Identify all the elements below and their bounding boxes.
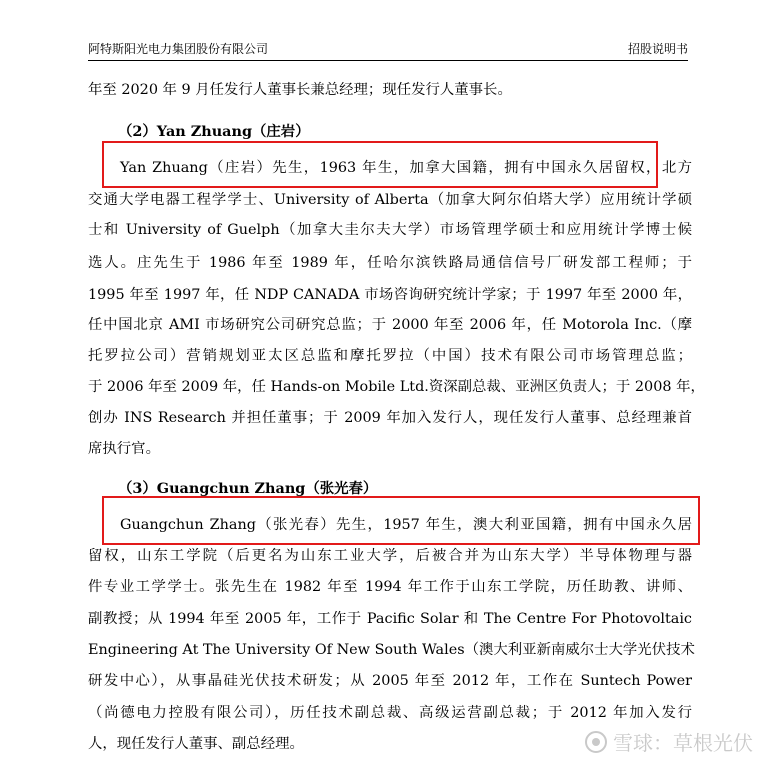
paragraph-line: 副教授；从 1994 年至 2005 年，工作于 Pacific Solar 和 The Centre For Photovoltaic [88, 611, 692, 627]
paragraph-line: 交通大学电器工程学学士、University of Alberta（加拿大阿尔伯塔大学）应用统计学硕 [88, 192, 692, 208]
snowball-logo-icon [585, 731, 607, 753]
paragraph-line: 于 2006 年至 2009 年，任 Hands-on Mobile Ltd.资深副总裁、亚洲区负责人；于 2008 年， [88, 379, 705, 395]
paragraph-line: 留权，山东工学院（后更名为山东工业大学，后被合并为山东大学）半导体物理与器 [88, 548, 692, 564]
company-name: 阿特斯阳光电力集团股份有限公司 [88, 42, 269, 56]
paragraph-line: Yan Zhuang（庄岩）先生，1963 年生，加拿大国籍，拥有中国永久居留权，北方 [120, 160, 692, 176]
page-header [88, 38, 688, 61]
intro-line: 年至 2020 年 9 月任发行人董事长兼总经理；现任发行人董事长。 [88, 82, 512, 98]
section-heading-guangchun-zhang: （3）Guangchun Zhang（张光春） [118, 480, 378, 497]
paragraph-line: 席执行官。 [88, 441, 160, 457]
paragraph-line: 选人。庄先生于 1986 年至 1989 年，任哈尔滨铁路局通信信号厂研发部工程师；于 [88, 255, 692, 271]
highlight-box-guangchun-zhang [102, 496, 700, 545]
paragraph-line: 创办 INS Research 并担任董事；于 2009 年加入发行人，现任发行人董事、总经理兼首 [88, 410, 692, 426]
watermark [585, 727, 753, 756]
paragraph-line: Engineering At The University Of New South Wales（澳大利亚新南威尔士大学光伏技术 [88, 642, 695, 658]
paragraph-line: 士和 University of Guelph（加拿大圭尔夫大学）市场管理学硕士和应用统计学博士候 [88, 222, 692, 238]
paragraph-line: 人，现任发行人董事、副总经理。 [88, 736, 304, 752]
paragraph-line: 任中国北京 AMI 市场研究公司研究总监；于 2000 年至 2006 年，任 Motorola Inc.（摩 [88, 317, 692, 333]
paragraph-line: Guangchun Zhang（张光春）先生，1957 年生，澳大利亚国籍，拥有中国永久居 [120, 517, 692, 533]
document-type: 招股说明书 [627, 42, 688, 56]
paragraph-line: 件专业工学学士。张先生在 1982 年至 1994 年工作于山东工学院，历任助教、讲师、 [88, 579, 692, 595]
paragraph-line: 托罗拉公司）营销规划亚太区总监和摩托罗拉（中国）技术有限公司市场管理总监； [88, 348, 692, 364]
paragraph-line: （尚德电力控股有限公司），历任技术副总裁、高级运营副总裁；于 2012 年加入发行 [88, 705, 692, 721]
paragraph-line: 研发中心），从事晶硅光伏技术研发；从 2005 年至 2012 年，工作在 Suntech Power [88, 673, 692, 689]
watermark-text: 雪球：草根光伏 [613, 731, 753, 755]
paragraph-line: 1995 年至 1997 年，任 NDP CANADA 市场咨询研究统计学家；于 1997 年至 2000 年， [88, 287, 692, 303]
highlight-box-yan-zhuang [102, 141, 658, 188]
section-heading-yan-zhuang: （2）Yan Zhuang（庄岩） [118, 123, 310, 140]
